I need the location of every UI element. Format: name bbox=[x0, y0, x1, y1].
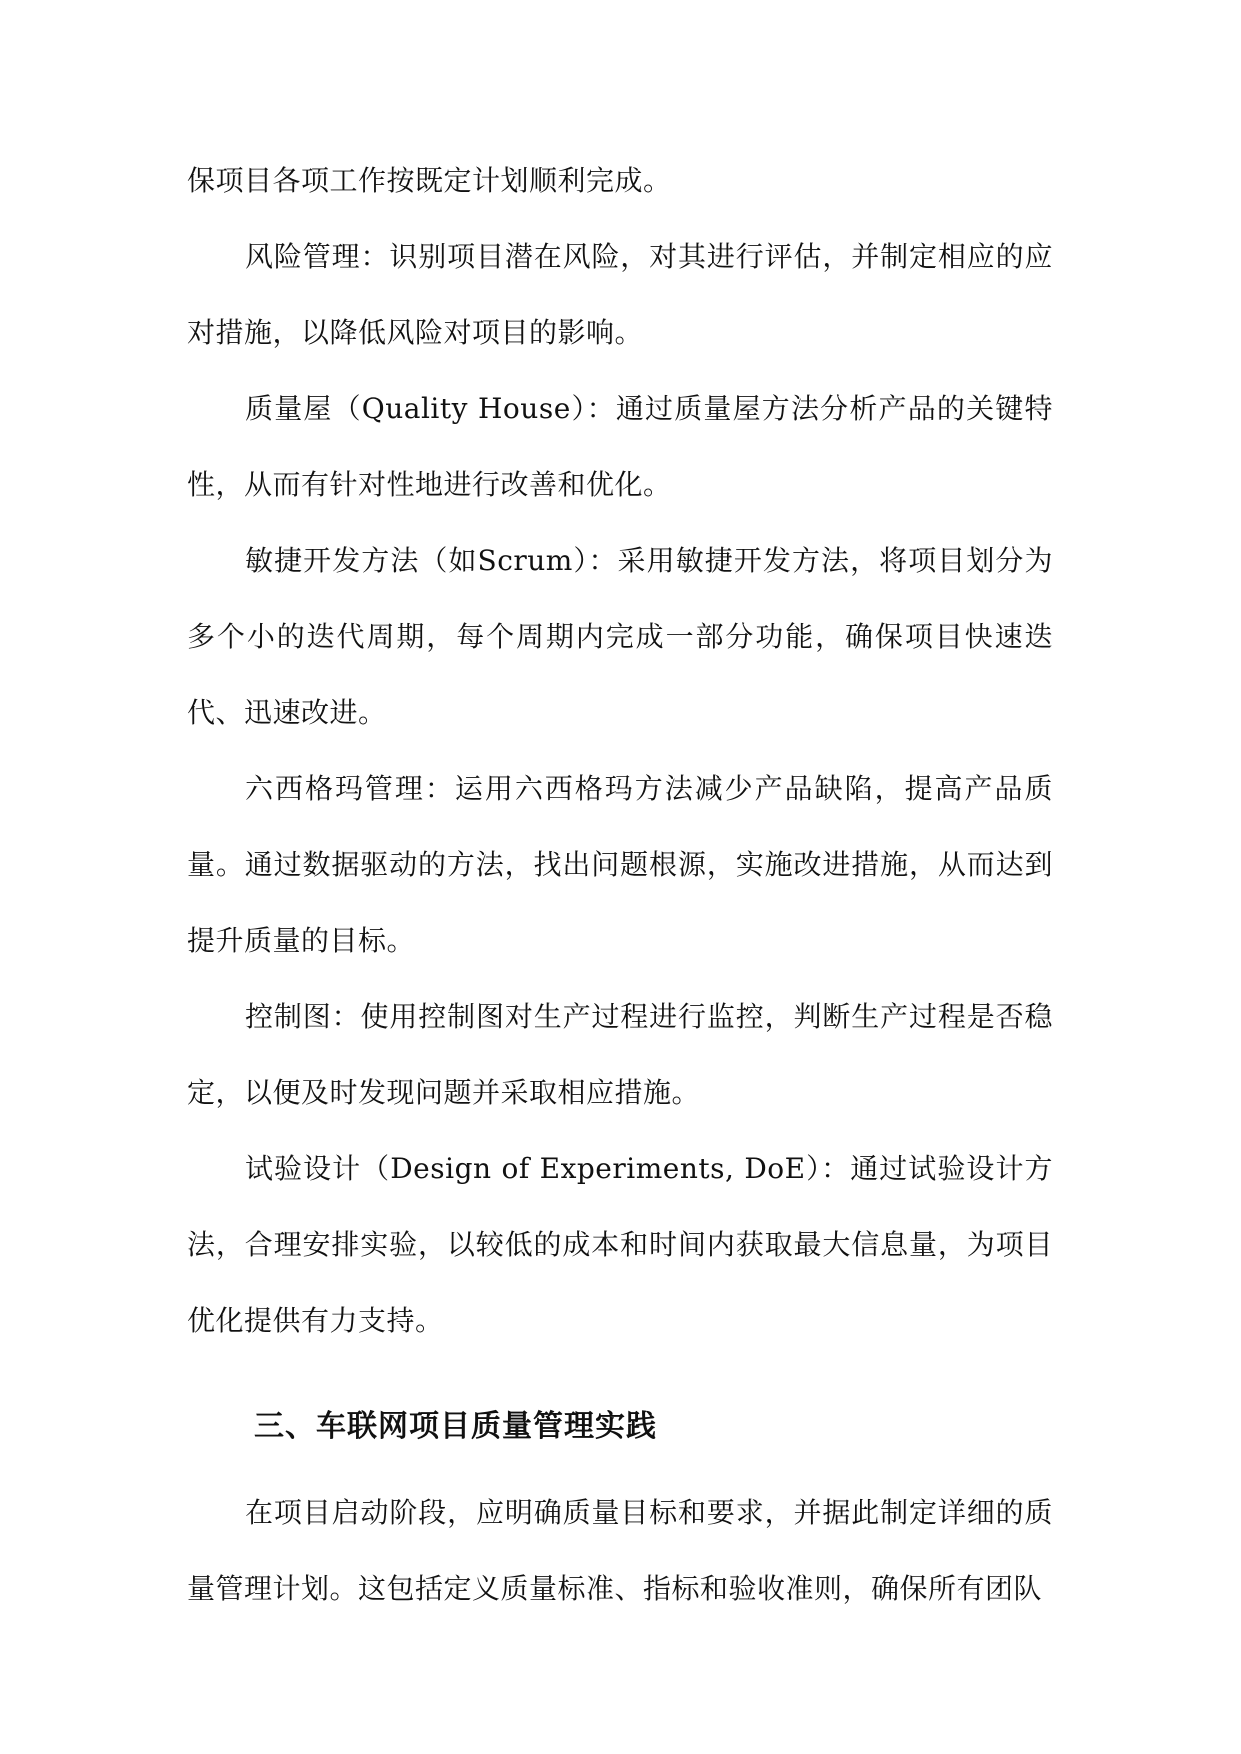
paragraph-project-initiation: 在项目启动阶段，应明确质量目标和要求，并据此制定详细的质量管理计划。这包括定义质量标准、指标和验收准则，确保所有团队 bbox=[187, 1496, 1053, 1605]
section-heading: 三、车联网项目质量管理实践 bbox=[254, 1409, 657, 1444]
paragraph-six-sigma: 六西格玛管理：运用六西格玛方法减少产品缺陷，提高产品质量。通过数据驱动的方法，找出问题根源，实施改进措施，从而达到提升质量的目标。 bbox=[187, 772, 1053, 957]
paragraph-control-chart: 控制图：使用控制图对生产过程进行监控，判断生产过程是否稳定，以便及时发现问题并采取相应措施。 bbox=[187, 1000, 1053, 1109]
page-body bbox=[187, 143, 1053, 1627]
paragraph-quality-house: 质量屋（Quality House）：通过质量屋方法分析产品的关键特性，从而有针对性地进行改善和优化。 bbox=[187, 392, 1053, 501]
paragraph-agile-scrum: 敏捷开发方法（如Scrum）：采用敏捷开发方法，将项目划分为多个小的迭代周期，每个周期内完成一部分功能，确保项目快速迭代、迅速改进。 bbox=[187, 544, 1053, 729]
paragraph-risk-management: 风险管理：识别项目潜在风险，对其进行评估，并制定相应的应对措施，以降低风险对项目的影响。 bbox=[187, 240, 1053, 349]
paragraph-design-of-experiments: 试验设计（Design of Experiments, DoE）：通过试验设计方法，合理安排实验，以较低的成本和时间内获取最大信息量，为项目优化提供有力支持。 bbox=[187, 1152, 1053, 1337]
paragraph-continuation: 保项目各项工作按既定计划顺利完成。 bbox=[187, 164, 672, 197]
